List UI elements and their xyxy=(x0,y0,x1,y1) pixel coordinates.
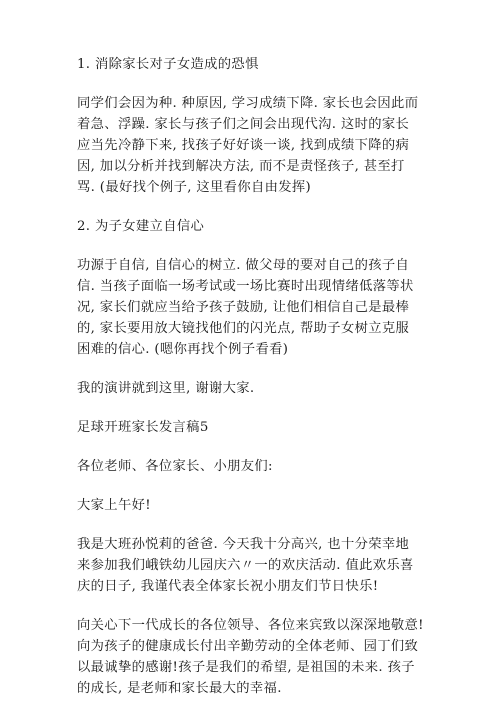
text-line: 庆的日子, 我谨代表全体家长祝小朋友们节日快乐! xyxy=(77,579,379,594)
greeting xyxy=(77,495,448,516)
text-line: 信. 当孩子面临一场考试或一场比赛时出现情绪低落等状 xyxy=(77,279,414,294)
speech-title xyxy=(77,417,448,438)
text-line: 况, 家长们就应当给予孩子鼓励, 让他们相信自己是最棒 xyxy=(77,300,410,315)
text-line: 1. 消除家长对子女造成的恐惧 xyxy=(77,57,259,72)
text-line: 以最诚挚的感谢!孩子是我们的希望, 是祖国的未来. 孩子 xyxy=(77,660,415,675)
salutation xyxy=(77,456,448,477)
text-line: 困难的信心. (嗯你再找个例子看看) xyxy=(77,342,289,357)
text-line: 向关心下一代成长的各位领导、各位来宾致以深深地敬意! xyxy=(77,618,424,633)
text-line: 大家上午好! xyxy=(77,498,151,513)
body-paragraph-1 xyxy=(77,93,448,198)
text-line: 我的演讲就到这里, 谢谢大家. xyxy=(77,381,255,396)
body-paragraph-2 xyxy=(77,255,448,360)
text-line: 2. 为子女建立自信心 xyxy=(77,219,205,234)
text-line: 向为孩子的健康成长付出辛勤劳动的全体老师、园丁们致 xyxy=(77,639,419,654)
text-line: 功源于自信, 自信心的树立. 做父母的要对自己的孩子自 xyxy=(77,258,410,273)
section-heading-2 xyxy=(77,216,448,237)
text-line: 我是大班孙悦莉的爸爸. 今天我十分高兴, 也十分荣幸地 xyxy=(77,537,410,552)
body-paragraph-4 xyxy=(77,615,448,699)
text-line: 的, 家长要用放大镜找他们的闪光点, 帮助子女树立克服 xyxy=(77,321,410,336)
section-heading-1 xyxy=(77,54,448,75)
text-line: 着急、浮躁. 家长与孩子们之间会出现代沟. 这时的家长 xyxy=(77,117,410,132)
text-line: 同学们会因为种. 种原因, 学习成绩下降. 家长也会因此而 xyxy=(77,96,419,111)
body-paragraph-3 xyxy=(77,534,448,597)
text-line: 的成长, 是老师和家长最大的幸福. xyxy=(77,681,282,696)
closing-remark xyxy=(77,378,448,399)
text-line: 骂. (最好找个例子, 这里看你自由发挥) xyxy=(77,180,312,195)
text-line: 各位老师、各位家长、小朋友们: xyxy=(77,459,273,474)
text-line: 来参加我们峨铁幼儿园庆六〃一的欢庆活动. 值此欢乐喜 xyxy=(77,558,414,573)
text-line: 足球开班家长发言稿5 xyxy=(77,420,209,435)
text-line: 因, 加以分析并找到解决方法, 而不是责怪孩子, 甚至打 xyxy=(77,159,405,174)
text-line: 应当先冷静下来, 找孩子好好谈一谈, 找到成绩下降的病 xyxy=(77,138,410,153)
